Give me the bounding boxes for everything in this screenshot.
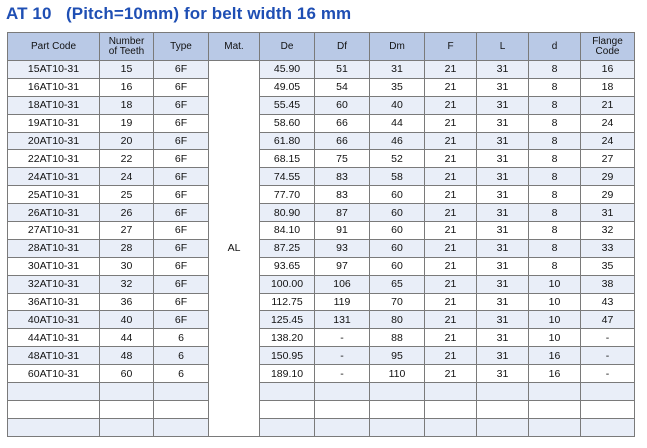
cell-part-code: 30AT10-31 <box>8 257 100 275</box>
cell-d: 8 <box>529 239 581 257</box>
col-dm: Dm <box>370 33 425 61</box>
col-teeth-line1: Number <box>108 35 145 47</box>
cell-teeth: 16 <box>100 78 154 96</box>
cell-f: 21 <box>425 150 477 168</box>
cell-dm: 70 <box>370 293 425 311</box>
cell-dm: 60 <box>370 222 425 240</box>
cell-dm: 65 <box>370 275 425 293</box>
cell-f: 21 <box>425 311 477 329</box>
cell-type: 6F <box>154 275 209 293</box>
cell-l: 31 <box>477 311 529 329</box>
cell-df: 91 <box>315 222 370 240</box>
cell-de: 61.80 <box>260 132 315 150</box>
cell-teeth: 32 <box>100 275 154 293</box>
cell-type: 6F <box>154 222 209 240</box>
cell-f: 21 <box>425 239 477 257</box>
cell-teeth: 40 <box>100 311 154 329</box>
col-mat: Mat. <box>209 33 260 61</box>
cell-dm: 35 <box>370 78 425 96</box>
cell-teeth: 44 <box>100 329 154 347</box>
cell-flange-code: 47 <box>581 311 635 329</box>
cell-d: 8 <box>529 204 581 222</box>
table-row <box>8 347 635 365</box>
cell-d <box>529 383 581 401</box>
cell-flange-code: 27 <box>581 150 635 168</box>
cell-d: 10 <box>529 293 581 311</box>
cell-l <box>477 400 529 418</box>
cell-flange-code: 32 <box>581 222 635 240</box>
cell-df: 60 <box>315 96 370 114</box>
cell-material: AL <box>209 61 260 437</box>
cell-f: 21 <box>425 275 477 293</box>
table-row <box>8 365 635 383</box>
cell-part-code: 18AT10-31 <box>8 96 100 114</box>
cell-l: 31 <box>477 78 529 96</box>
header-row <box>8 33 635 61</box>
table-row <box>8 61 635 79</box>
cell-teeth <box>100 400 154 418</box>
cell-f <box>425 383 477 401</box>
cell-dm: 52 <box>370 150 425 168</box>
cell-df: 54 <box>315 78 370 96</box>
cell-de <box>260 383 315 401</box>
col-number-of-teeth <box>100 33 154 61</box>
cell-l: 31 <box>477 222 529 240</box>
col-d: d <box>529 33 581 61</box>
cell-flange-code: - <box>581 347 635 365</box>
cell-dm: 40 <box>370 96 425 114</box>
cell-df <box>315 400 370 418</box>
cell-d: 8 <box>529 222 581 240</box>
col-flange-code <box>581 33 635 61</box>
table-row <box>8 257 635 275</box>
cell-f <box>425 400 477 418</box>
cell-de: 45.90 <box>260 61 315 79</box>
table-row <box>8 275 635 293</box>
cell-dm: 58 <box>370 168 425 186</box>
cell-type: 6F <box>154 239 209 257</box>
cell-part-code: 25AT10-31 <box>8 186 100 204</box>
cell-df: 51 <box>315 61 370 79</box>
cell-type: 6F <box>154 311 209 329</box>
cell-d: 10 <box>529 275 581 293</box>
cell-d <box>529 400 581 418</box>
cell-df: 131 <box>315 311 370 329</box>
col-df: Df <box>315 33 370 61</box>
col-l: L <box>477 33 529 61</box>
cell-l: 31 <box>477 329 529 347</box>
cell-type: 6 <box>154 347 209 365</box>
cell-df: 75 <box>315 150 370 168</box>
table-row <box>8 293 635 311</box>
cell-f: 21 <box>425 222 477 240</box>
cell-flange-code: 18 <box>581 78 635 96</box>
cell-l: 31 <box>477 168 529 186</box>
cell-l: 31 <box>477 257 529 275</box>
cell-l: 31 <box>477 150 529 168</box>
cell-f: 21 <box>425 61 477 79</box>
cell-l: 31 <box>477 114 529 132</box>
cell-teeth: 36 <box>100 293 154 311</box>
cell-part-code <box>8 418 100 436</box>
cell-d: 8 <box>529 150 581 168</box>
cell-flange-code: 24 <box>581 132 635 150</box>
table-row <box>8 400 635 418</box>
cell-f: 21 <box>425 168 477 186</box>
cell-f: 21 <box>425 78 477 96</box>
cell-de: 84.10 <box>260 222 315 240</box>
cell-de: 125.45 <box>260 311 315 329</box>
table-row <box>8 329 635 347</box>
cell-d: 8 <box>529 61 581 79</box>
cell-d: 8 <box>529 114 581 132</box>
table-row <box>8 168 635 186</box>
col-de: De <box>260 33 315 61</box>
col-f: F <box>425 33 477 61</box>
cell-type <box>154 400 209 418</box>
cell-flange-code: 35 <box>581 257 635 275</box>
cell-de: 74.55 <box>260 168 315 186</box>
cell-l: 31 <box>477 204 529 222</box>
cell-teeth: 26 <box>100 204 154 222</box>
cell-flange-code: - <box>581 365 635 383</box>
cell-l: 31 <box>477 275 529 293</box>
cell-dm: 60 <box>370 257 425 275</box>
cell-teeth: 27 <box>100 222 154 240</box>
cell-d: 8 <box>529 186 581 204</box>
cell-d: 10 <box>529 311 581 329</box>
cell-flange-code <box>581 418 635 436</box>
cell-teeth: 25 <box>100 186 154 204</box>
cell-part-code: 32AT10-31 <box>8 275 100 293</box>
cell-teeth: 15 <box>100 61 154 79</box>
cell-dm: 80 <box>370 311 425 329</box>
table-row <box>8 239 635 257</box>
cell-df: 106 <box>315 275 370 293</box>
cell-type: 6F <box>154 293 209 311</box>
cell-f: 21 <box>425 365 477 383</box>
table-row <box>8 222 635 240</box>
cell-type <box>154 383 209 401</box>
cell-flange-code: 29 <box>581 186 635 204</box>
cell-f: 21 <box>425 257 477 275</box>
cell-f: 21 <box>425 132 477 150</box>
cell-dm: 31 <box>370 61 425 79</box>
cell-dm: 95 <box>370 347 425 365</box>
cell-d: 8 <box>529 96 581 114</box>
cell-df: 87 <box>315 204 370 222</box>
cell-teeth: 28 <box>100 239 154 257</box>
cell-part-code: 36AT10-31 <box>8 293 100 311</box>
col-type: Type <box>154 33 209 61</box>
col-part-code: Part Code <box>8 33 100 61</box>
cell-f: 21 <box>425 329 477 347</box>
cell-l: 31 <box>477 132 529 150</box>
cell-type: 6F <box>154 150 209 168</box>
cell-teeth: 19 <box>100 114 154 132</box>
pulley-spec-table <box>7 32 635 437</box>
cell-de: 77.70 <box>260 186 315 204</box>
cell-df: - <box>315 365 370 383</box>
cell-d <box>529 418 581 436</box>
cell-part-code: 15AT10-31 <box>8 61 100 79</box>
cell-type: 6F <box>154 186 209 204</box>
page-title: AT 10 (Pitch=10mm) for belt width 16 mm <box>6 4 352 23</box>
cell-de: 55.45 <box>260 96 315 114</box>
cell-d: 8 <box>529 78 581 96</box>
cell-flange-code: 16 <box>581 61 635 79</box>
table-row <box>8 132 635 150</box>
cell-df: 83 <box>315 186 370 204</box>
cell-df: - <box>315 329 370 347</box>
cell-df: 66 <box>315 132 370 150</box>
cell-f: 21 <box>425 347 477 365</box>
cell-teeth <box>100 383 154 401</box>
cell-df: 93 <box>315 239 370 257</box>
cell-teeth: 60 <box>100 365 154 383</box>
cell-de: 150.95 <box>260 347 315 365</box>
cell-flange-code: - <box>581 329 635 347</box>
cell-df: 66 <box>315 114 370 132</box>
cell-type: 6F <box>154 257 209 275</box>
cell-d: 8 <box>529 257 581 275</box>
col-teeth-line2: of Teeth <box>108 45 145 57</box>
cell-flange-code: 21 <box>581 96 635 114</box>
table-row <box>8 204 635 222</box>
cell-f <box>425 418 477 436</box>
cell-dm: 46 <box>370 132 425 150</box>
cell-dm: 44 <box>370 114 425 132</box>
cell-l <box>477 383 529 401</box>
cell-d: 16 <box>529 347 581 365</box>
table-row <box>8 383 635 401</box>
cell-l: 31 <box>477 293 529 311</box>
cell-df: - <box>315 347 370 365</box>
cell-type: 6F <box>154 96 209 114</box>
cell-teeth: 22 <box>100 150 154 168</box>
cell-teeth: 24 <box>100 168 154 186</box>
cell-part-code <box>8 400 100 418</box>
cell-df: 83 <box>315 168 370 186</box>
cell-flange-code: 43 <box>581 293 635 311</box>
cell-type <box>154 418 209 436</box>
cell-de: 138.20 <box>260 329 315 347</box>
table-body <box>8 61 635 437</box>
cell-de: 100.00 <box>260 275 315 293</box>
cell-l: 31 <box>477 239 529 257</box>
cell-flange-code: 24 <box>581 114 635 132</box>
cell-df: 97 <box>315 257 370 275</box>
cell-part-code: 60AT10-31 <box>8 365 100 383</box>
cell-flange-code: 33 <box>581 239 635 257</box>
cell-part-code: 44AT10-31 <box>8 329 100 347</box>
cell-part-code: 27AT10-31 <box>8 222 100 240</box>
cell-part-code <box>8 383 100 401</box>
cell-type: 6F <box>154 132 209 150</box>
cell-de: 58.60 <box>260 114 315 132</box>
table-row <box>8 186 635 204</box>
cell-flange-code: 29 <box>581 168 635 186</box>
table-row <box>8 418 635 436</box>
table-row <box>8 96 635 114</box>
cell-de: 93.65 <box>260 257 315 275</box>
cell-dm: 60 <box>370 204 425 222</box>
cell-part-code: 26AT10-31 <box>8 204 100 222</box>
cell-de <box>260 400 315 418</box>
cell-flange-code: 31 <box>581 204 635 222</box>
cell-l: 31 <box>477 347 529 365</box>
cell-part-code: 48AT10-31 <box>8 347 100 365</box>
table-row <box>8 78 635 96</box>
cell-type: 6F <box>154 114 209 132</box>
cell-f: 21 <box>425 186 477 204</box>
cell-teeth: 18 <box>100 96 154 114</box>
cell-part-code: 16AT10-31 <box>8 78 100 96</box>
cell-teeth <box>100 418 154 436</box>
cell-df <box>315 418 370 436</box>
cell-type: 6F <box>154 78 209 96</box>
cell-d: 10 <box>529 329 581 347</box>
cell-de: 68.15 <box>260 150 315 168</box>
cell-d: 16 <box>529 365 581 383</box>
table-row <box>8 311 635 329</box>
cell-l: 31 <box>477 186 529 204</box>
cell-type: 6 <box>154 365 209 383</box>
cell-f: 21 <box>425 114 477 132</box>
cell-de <box>260 418 315 436</box>
cell-teeth: 20 <box>100 132 154 150</box>
cell-de: 80.90 <box>260 204 315 222</box>
cell-de: 87.25 <box>260 239 315 257</box>
cell-l: 31 <box>477 96 529 114</box>
cell-de: 49.05 <box>260 78 315 96</box>
cell-d: 8 <box>529 168 581 186</box>
cell-dm: 60 <box>370 239 425 257</box>
cell-part-code: 24AT10-31 <box>8 168 100 186</box>
cell-part-code: 40AT10-31 <box>8 311 100 329</box>
cell-df: 119 <box>315 293 370 311</box>
cell-teeth: 48 <box>100 347 154 365</box>
cell-f: 21 <box>425 293 477 311</box>
cell-d: 8 <box>529 132 581 150</box>
cell-dm <box>370 418 425 436</box>
cell-dm <box>370 383 425 401</box>
cell-part-code: 20AT10-31 <box>8 132 100 150</box>
cell-dm: 88 <box>370 329 425 347</box>
cell-l <box>477 418 529 436</box>
cell-dm: 60 <box>370 186 425 204</box>
cell-l: 31 <box>477 61 529 79</box>
cell-dm: 110 <box>370 365 425 383</box>
table-header <box>8 33 635 61</box>
cell-teeth: 30 <box>100 257 154 275</box>
cell-flange-code: 38 <box>581 275 635 293</box>
cell-dm <box>370 400 425 418</box>
cell-f: 21 <box>425 204 477 222</box>
cell-de: 112.75 <box>260 293 315 311</box>
cell-part-code: 28AT10-31 <box>8 239 100 257</box>
col-flange-line2: Code <box>595 45 620 57</box>
cell-part-code: 19AT10-31 <box>8 114 100 132</box>
cell-type: 6F <box>154 204 209 222</box>
cell-type: 6F <box>154 61 209 79</box>
table-row <box>8 114 635 132</box>
cell-type: 6 <box>154 329 209 347</box>
cell-de: 189.10 <box>260 365 315 383</box>
cell-flange-code <box>581 383 635 401</box>
col-flange-line1: Flange <box>592 35 623 47</box>
cell-f: 21 <box>425 96 477 114</box>
cell-type: 6F <box>154 168 209 186</box>
cell-df <box>315 383 370 401</box>
table-row <box>8 150 635 168</box>
cell-l: 31 <box>477 365 529 383</box>
cell-part-code: 22AT10-31 <box>8 150 100 168</box>
cell-flange-code <box>581 400 635 418</box>
